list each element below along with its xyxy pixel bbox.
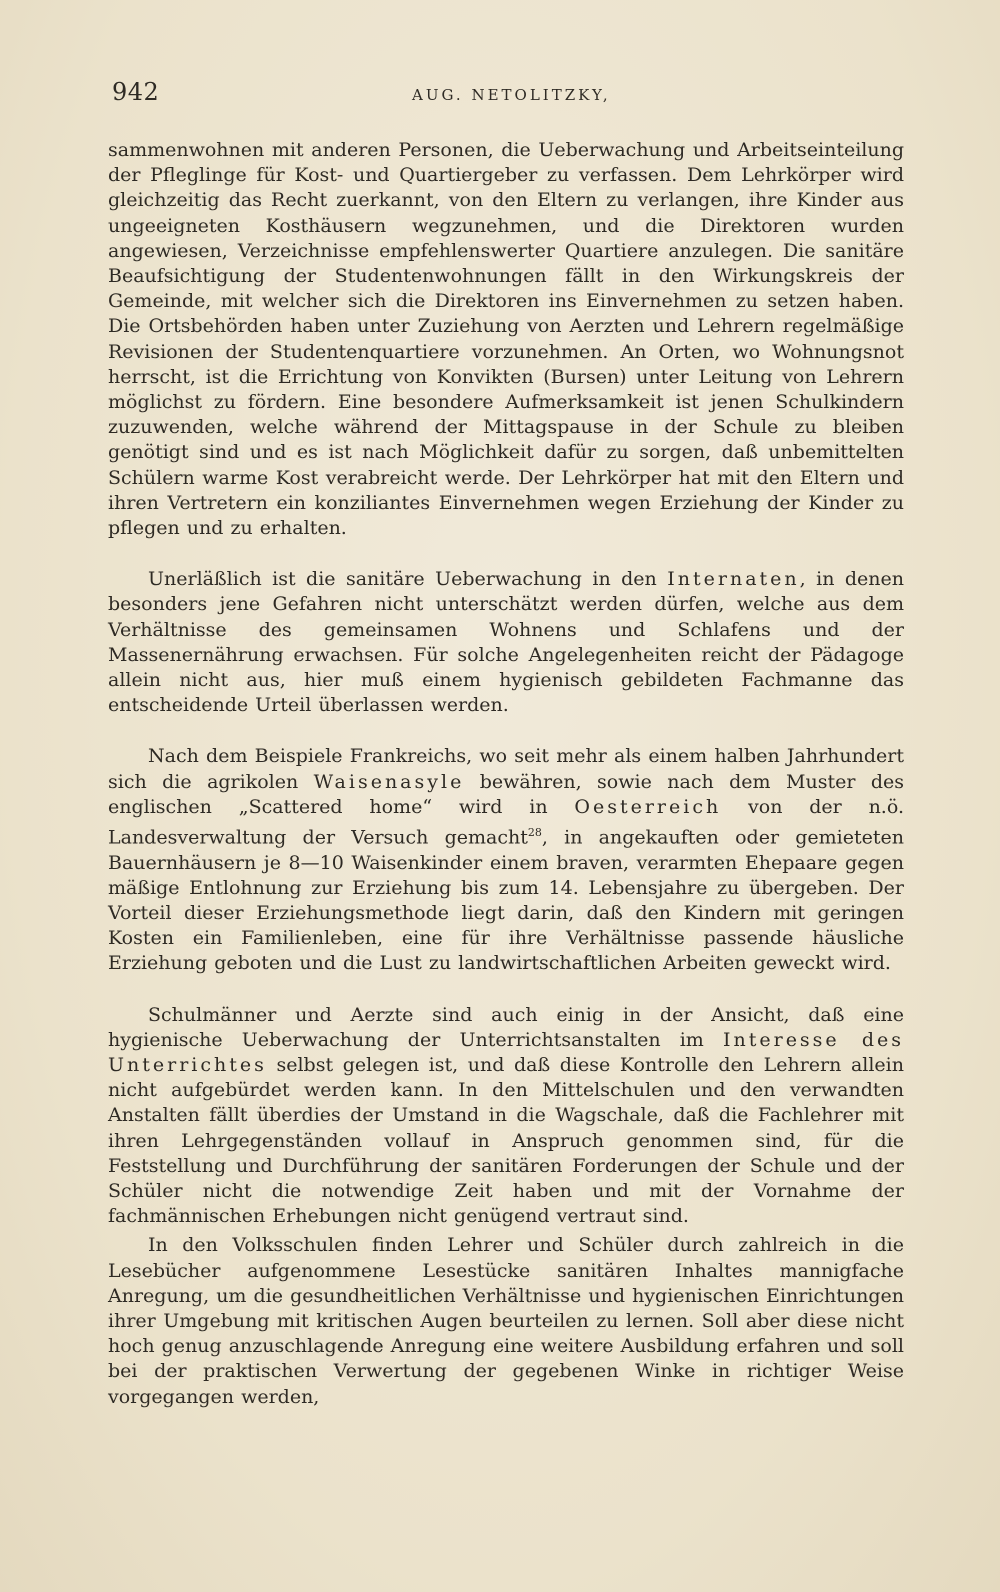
paragraph-1-text: sammenwohnen mit anderen Personen, die Ueberwachung und Arbeitseinteilung der Pfleglinge für Kost- und Quartiergeber zu verfassen. Dem Lehrkörper wird gleichzeitig das Recht zuerkannt, von den Eltern zu verlangen, ihre Kinder aus ungeeigneten Kosthäusern wegzunehmen, und die Direktoren wurden angewiesen, Verzeichnisse empfehlenswerter Quartiere anzulegen. Die sanitäre Beaufsichtigung der Studentenwohnungen fällt in den Wirkungskreis der Gemeinde, mit welcher sich die Direktoren ins Einvernehmen zu setzen haben. Die Ortsbehörden haben unter Zuziehung von Aerzten und Lehrern regelmäßige Revisionen der Studentenquartiere vorzunehmen. An Orten, wo Wohnungsnot herrscht, ist die Errichtung von Konvikten (Bursen) unter Leitung von Lehrern möglichst zu fördern. Eine besondere Aufmerksamkeit ist jenen Schulkindern zuzuwenden, welche während der Mittagspause in der Schule zu bleiben genötigt sind und es ist nach Möglichkeit dafür zu sorgen, daß unbemittelten Schülern warme Kost verabreicht werde. Der Lehrkörper hat mit den Eltern und ihren Vertretern ein konziliantes Einvernehmen wegen Erziehung der Kinder zu pflegen und zu erhalten. <box>108 139 904 540</box>
paragraph-4-text-cont: selbst gelegen ist, und daß diese Kontrolle den Lehrern allein nicht aufgebürdet werden kann. In den Mittelschulen und den verwandten Anstalten fällt überdies der Umstand in die Wagschale, daß die Fachlehrer mit ihren Lehrgegenständen vollauf in Anspruch genommen sind, für die Feststellung und Durchführung der sanitären Forderungen der Schule und der Schüler nicht die notwendige Zeit haben und mit der Vornahme der fachmännischen Erhebungen nicht genügend vertraut sind. <box>108 1054 904 1228</box>
paragraph-2-text: Unerläßlich ist die sanitäre Ueberwachung in den <box>148 568 668 591</box>
page-header <box>112 78 902 112</box>
paragraph-4-text: Schulmänner und Aerzte sind auch einig in der Ansicht, daß eine hygienische Ueberwachung der Unterrichtsanstalten im <box>108 1003 904 1051</box>
paragraph-1 <box>108 138 904 541</box>
emphasis-waisenasyle: Waisenasyle <box>313 770 465 793</box>
paragraph-4 <box>108 1003 904 1230</box>
paragraph-2 <box>108 567 904 718</box>
emphasis-oesterreich: Oesterreich <box>574 795 722 818</box>
running-head: AUG. NETOLITZKY, <box>412 86 611 104</box>
paragraph-3-text: Nach dem Beispiele Frankreichs, wo seit mehr als einem halben Jahrhundert sich die agrikolen <box>108 745 904 793</box>
paragraph-3-text-cont2: von der n.ö. Landesverwaltung der Versuch gemacht <box>108 795 904 849</box>
emphasis-interesse-des-unterrichtes: Interesse des Unterrichtes <box>108 1028 904 1077</box>
body-text <box>108 138 904 1410</box>
paragraph-3-text-cont: bewähren, sowie nach dem Muster des englischen „Scattered home“ wird in <box>108 770 904 818</box>
page-number: 942 <box>112 78 160 106</box>
paragraph-5 <box>108 1233 904 1409</box>
paragraph-5-text: In den Volksschulen finden Lehrer und Schüler durch zahlreich in die Lesebücher aufgenommene Lesestücke sanitären Inhaltes mannigfache Anregung, um die gesundheitlichen Verhältnisse und hygienischen Einrichtungen ihrer Umgebung mit kritischen Augen beurteilen zu lernen. Soll aber diese nicht hoch genug anzuschlagende Anregung eine weitere Ausbildung erfahren und soll bei der praktischen Verwertung der gegebenen Winke in richtiger Weise vorgegangen werden, <box>108 1234 904 1408</box>
emphasis-internaten: Internaten <box>667 568 800 591</box>
footnote-marker: 28 <box>527 826 542 840</box>
paragraph-3 <box>108 744 904 976</box>
paragraph-2-text-cont: , in denen besonders jene Gefahren nicht unterschätzt werden dürfen, welche aus dem Verhältnisse des gemeinsamen Wohnens und Schlafens und der Massenernährung erwachsen. Für solche Angelegenheiten reicht der Pädagoge allein nicht aus, hier muß einem hygienisch gebildeten Fachmanne das entscheidende Urteil überlassen werden. <box>108 568 905 717</box>
paragraph-3-text-cont3: , in angekauften oder gemieteten Bauernhäusern je 8—10 Waisenkinder einem braven, verarmten Ehepaare gegen mäßige Entlohnung zur Erziehung bis zum 14. Lebensjahre zu übergeben. Der Vorteil dieser Erziehungsmethode liegt darin, daß den Kindern mit geringen Kosten ein Familienleben, eine für ihre Verhältnisse passende häusliche Erziehung geboten und die Lust zu landwirtschaftlichen Arbeiten geweckt wird. <box>108 826 904 975</box>
